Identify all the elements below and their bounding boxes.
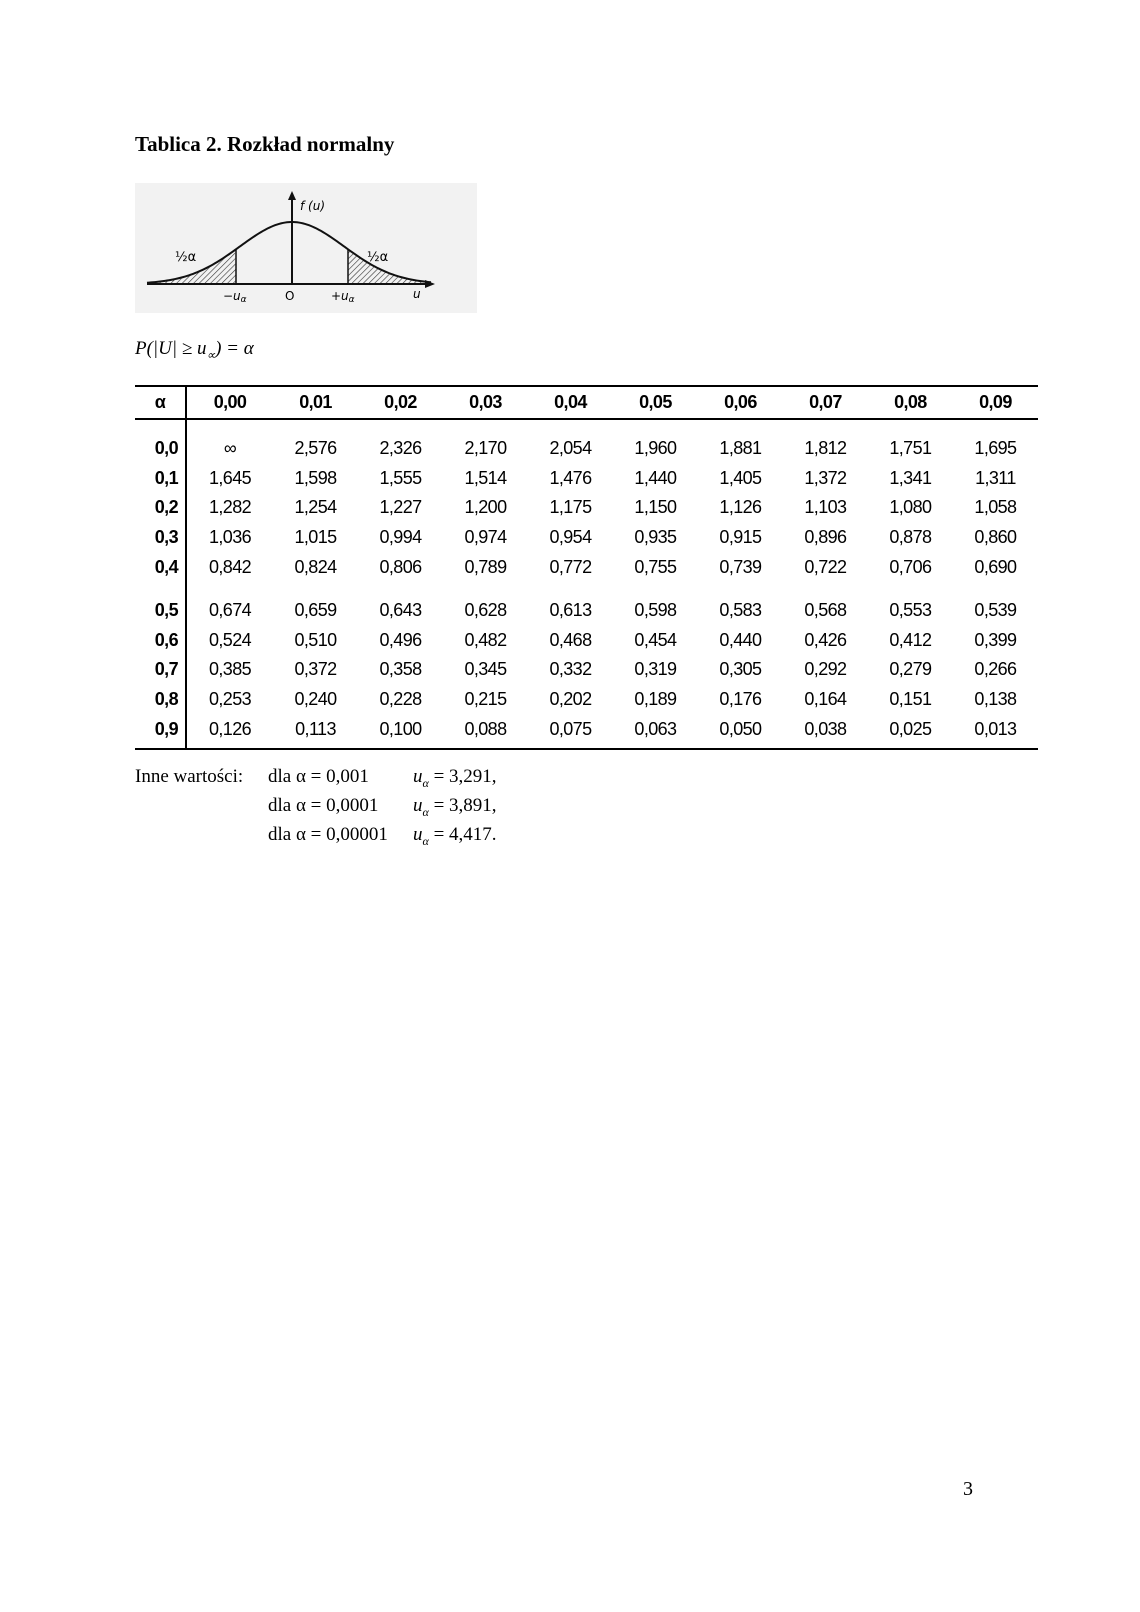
- table-cell: 0,332: [549, 659, 592, 680]
- table-cell: 0,063: [613, 714, 698, 749]
- table-cell: 0,088: [443, 714, 528, 749]
- table-cell: 0,253: [208, 689, 252, 710]
- f-axis-label: f (u): [300, 199, 326, 213]
- table-cell: 0,358: [379, 659, 422, 680]
- table-cell: 1,440: [634, 467, 677, 488]
- row-label: 0,2: [135, 493, 186, 523]
- table-cell: 0,824: [294, 556, 337, 577]
- table-cell: 0,935: [634, 527, 677, 548]
- column-header: 0,04: [528, 386, 613, 419]
- table-row: [135, 493, 1038, 523]
- table-cell: 0,496: [379, 629, 422, 650]
- table-cell: 1,514: [464, 467, 507, 488]
- table-cell: 0,674: [208, 600, 252, 621]
- table-cell: 0,628: [464, 600, 507, 621]
- row-label: 0,1: [135, 464, 186, 494]
- table-row: [135, 419, 1038, 464]
- table-cell: 1,751: [889, 438, 932, 459]
- other-value-row: dla α = 0,00001 $u_\alpha = 4,417$.: [268, 824, 497, 848]
- table-cell: 0,755: [634, 556, 677, 577]
- table-cell: 0,164: [804, 689, 847, 710]
- table-cell: 0,568: [804, 600, 847, 621]
- row-label: 0,3: [135, 523, 186, 553]
- table-cell: 2,054: [549, 438, 592, 459]
- table-cell: 1,645: [208, 467, 252, 488]
- zero-label: O: [285, 289, 295, 303]
- left-area-label: ½α: [175, 250, 197, 265]
- table-cell: 0,189: [634, 689, 677, 710]
- table-cell: 0,292: [804, 659, 847, 680]
- table-cell: 0,228: [379, 689, 422, 710]
- table-cell: 1,080: [889, 497, 932, 518]
- table-cell: 2,326: [379, 438, 422, 459]
- table-cell: 1,254: [294, 497, 337, 518]
- right-area-label: ½α: [367, 250, 389, 265]
- table-cell: 0,739: [719, 556, 762, 577]
- table-cell: 0,138: [974, 689, 1017, 710]
- table-cell: 0,690: [974, 556, 1017, 577]
- table-cell: 0,659: [294, 600, 337, 621]
- table-header-row: [135, 386, 1038, 419]
- table-cell: 1,881: [719, 438, 762, 459]
- table-row: [135, 582, 1038, 626]
- table-cell: 1,372: [804, 467, 847, 488]
- table-cell: 1,200: [464, 497, 507, 518]
- row-label: 0,0: [135, 419, 186, 464]
- table-row: [135, 523, 1038, 553]
- table-row: [135, 626, 1038, 656]
- table-cell: 0,583: [719, 600, 762, 621]
- table-cell: 0,915: [719, 527, 762, 548]
- table-cell: 0,994: [379, 527, 422, 548]
- table-cell: 0,412: [889, 629, 932, 650]
- row-label: 0,6: [135, 626, 186, 656]
- table-cell: 1,103: [804, 497, 847, 518]
- column-header: 0,06: [698, 386, 783, 419]
- table-cell: 0,789: [464, 556, 507, 577]
- table-row: [135, 655, 1038, 685]
- f-axis-arrow: [288, 191, 296, 200]
- column-header: 0,01: [273, 386, 358, 419]
- table-cell: 0,266: [974, 659, 1017, 680]
- table-cell: 0,954: [549, 527, 592, 548]
- table-cell: 0,215: [464, 689, 507, 710]
- table-cell: 0,202: [549, 689, 592, 710]
- row-label: 0,4: [135, 552, 186, 582]
- column-header: 0,00: [186, 386, 273, 419]
- table-cell: 0,385: [208, 659, 252, 680]
- table-cell: 1,598: [294, 467, 337, 488]
- table-cell: 0,524: [208, 629, 252, 650]
- table-cell: 1,227: [379, 497, 422, 518]
- table-cell: 2,576: [294, 438, 337, 459]
- u-axis-label: u: [413, 287, 421, 301]
- other-value-row: dla α = 0,0001 $u_\alpha = 3,891$,: [268, 795, 497, 819]
- row-label: 0,5: [135, 582, 186, 626]
- table-cell: 0,151: [889, 689, 932, 710]
- table-cell: 0,050: [698, 714, 783, 749]
- table-cell: 0,706: [889, 556, 932, 577]
- table-row: [135, 714, 1038, 749]
- table-cell: 0,319: [634, 659, 677, 680]
- table-cell: 0,279: [889, 659, 932, 680]
- table-cell: 0,038: [783, 714, 868, 749]
- neg-u-alpha-label: −uα: [223, 289, 247, 305]
- table-cell: 0,126: [186, 714, 273, 749]
- table-cell: 0,176: [719, 689, 762, 710]
- table-cell: 1,960: [634, 438, 677, 459]
- table-cell: 0,896: [804, 527, 847, 548]
- table-cell: 1,812: [804, 438, 847, 459]
- table-cell: 0,613: [549, 600, 592, 621]
- table-cell: 0,345: [464, 659, 507, 680]
- table-row: [135, 552, 1038, 582]
- table-cell: 0,974: [464, 527, 507, 548]
- table-cell: 0,240: [294, 689, 337, 710]
- table-cell: 1,311: [975, 467, 1016, 488]
- right-tail-area: [348, 249, 431, 284]
- table-cell: 0,113: [273, 714, 358, 749]
- table-cell: 0,075: [528, 714, 613, 749]
- table-cell: 0,440: [719, 629, 762, 650]
- page-title: Tablica 2. Rozkład normalny: [135, 132, 395, 156]
- table-cell: 1,126: [719, 497, 762, 518]
- column-header: 0,02: [358, 386, 443, 419]
- table-cell: 0,399: [974, 629, 1017, 650]
- table-cell: 2,170: [464, 438, 507, 459]
- table-cell: 1,341: [889, 467, 932, 488]
- column-header: 0,08: [868, 386, 953, 419]
- table-cell: 1,695: [974, 438, 1017, 459]
- table-cell: 0,305: [719, 659, 762, 680]
- table-cell: 0,878: [889, 527, 932, 548]
- table-cell: 1,175: [549, 497, 592, 518]
- row-label: 0,9: [135, 714, 186, 749]
- table-cell: 0,510: [294, 629, 337, 650]
- table-cell: 0,806: [379, 556, 422, 577]
- table-cell: 0,025: [868, 714, 953, 749]
- page-number: 3: [963, 1478, 973, 1500]
- table-cell: 0,468: [549, 629, 592, 650]
- column-header: 0,03: [443, 386, 528, 419]
- table-row: [135, 464, 1038, 494]
- table-body: [135, 419, 1038, 749]
- other-values-label: Inne wartości:: [135, 766, 244, 787]
- table-cell: 0,372: [294, 659, 337, 680]
- table-cell: 1,058: [974, 497, 1017, 518]
- table-cell: 0,100: [358, 714, 443, 749]
- column-header: 0,09: [953, 386, 1038, 419]
- table-cell: 0,598: [634, 600, 677, 621]
- normal-distribution-table: [135, 385, 1038, 750]
- table-cell: 1,405: [719, 467, 762, 488]
- table-cell: 0,553: [889, 600, 932, 621]
- table-cell: 0,722: [804, 556, 847, 577]
- row-label: 0,7: [135, 655, 186, 685]
- table-cell: 1,036: [208, 527, 252, 548]
- column-header: 0,05: [613, 386, 698, 419]
- table-cell: 1,555: [379, 467, 422, 488]
- table-cell: 0,643: [379, 600, 422, 621]
- table-cell: 1,476: [549, 467, 592, 488]
- table-cell: 0,013: [953, 714, 1038, 749]
- probability-formula: $P(|U| \ge u_\propto) = \alpha$: [135, 338, 254, 362]
- table-cell: 0,842: [208, 556, 252, 577]
- other-value-row: dla α = 0,001 $u_\alpha = 3,291$,: [268, 766, 497, 790]
- table-row: [135, 685, 1038, 715]
- table-cell: 0,426: [804, 629, 847, 650]
- table-cell: 1,150: [634, 497, 677, 518]
- normal-distribution-figure: [135, 183, 477, 313]
- column-header: 0,07: [783, 386, 868, 419]
- row-label: 0,8: [135, 685, 186, 715]
- alpha-corner-header: α: [135, 386, 186, 419]
- bell-curve-diagram: [135, 183, 477, 313]
- table-cell: 1,282: [208, 497, 252, 518]
- table-cell: 0,482: [464, 629, 507, 650]
- table-cell: 0,772: [549, 556, 592, 577]
- table-cell: 0,539: [974, 600, 1017, 621]
- table-cell: 1,015: [294, 527, 337, 548]
- table-cell: 0,454: [634, 629, 677, 650]
- table-cell: ∞: [223, 438, 237, 459]
- table-cell: 0,860: [974, 527, 1017, 548]
- pos-u-alpha-label: +uα: [331, 289, 355, 305]
